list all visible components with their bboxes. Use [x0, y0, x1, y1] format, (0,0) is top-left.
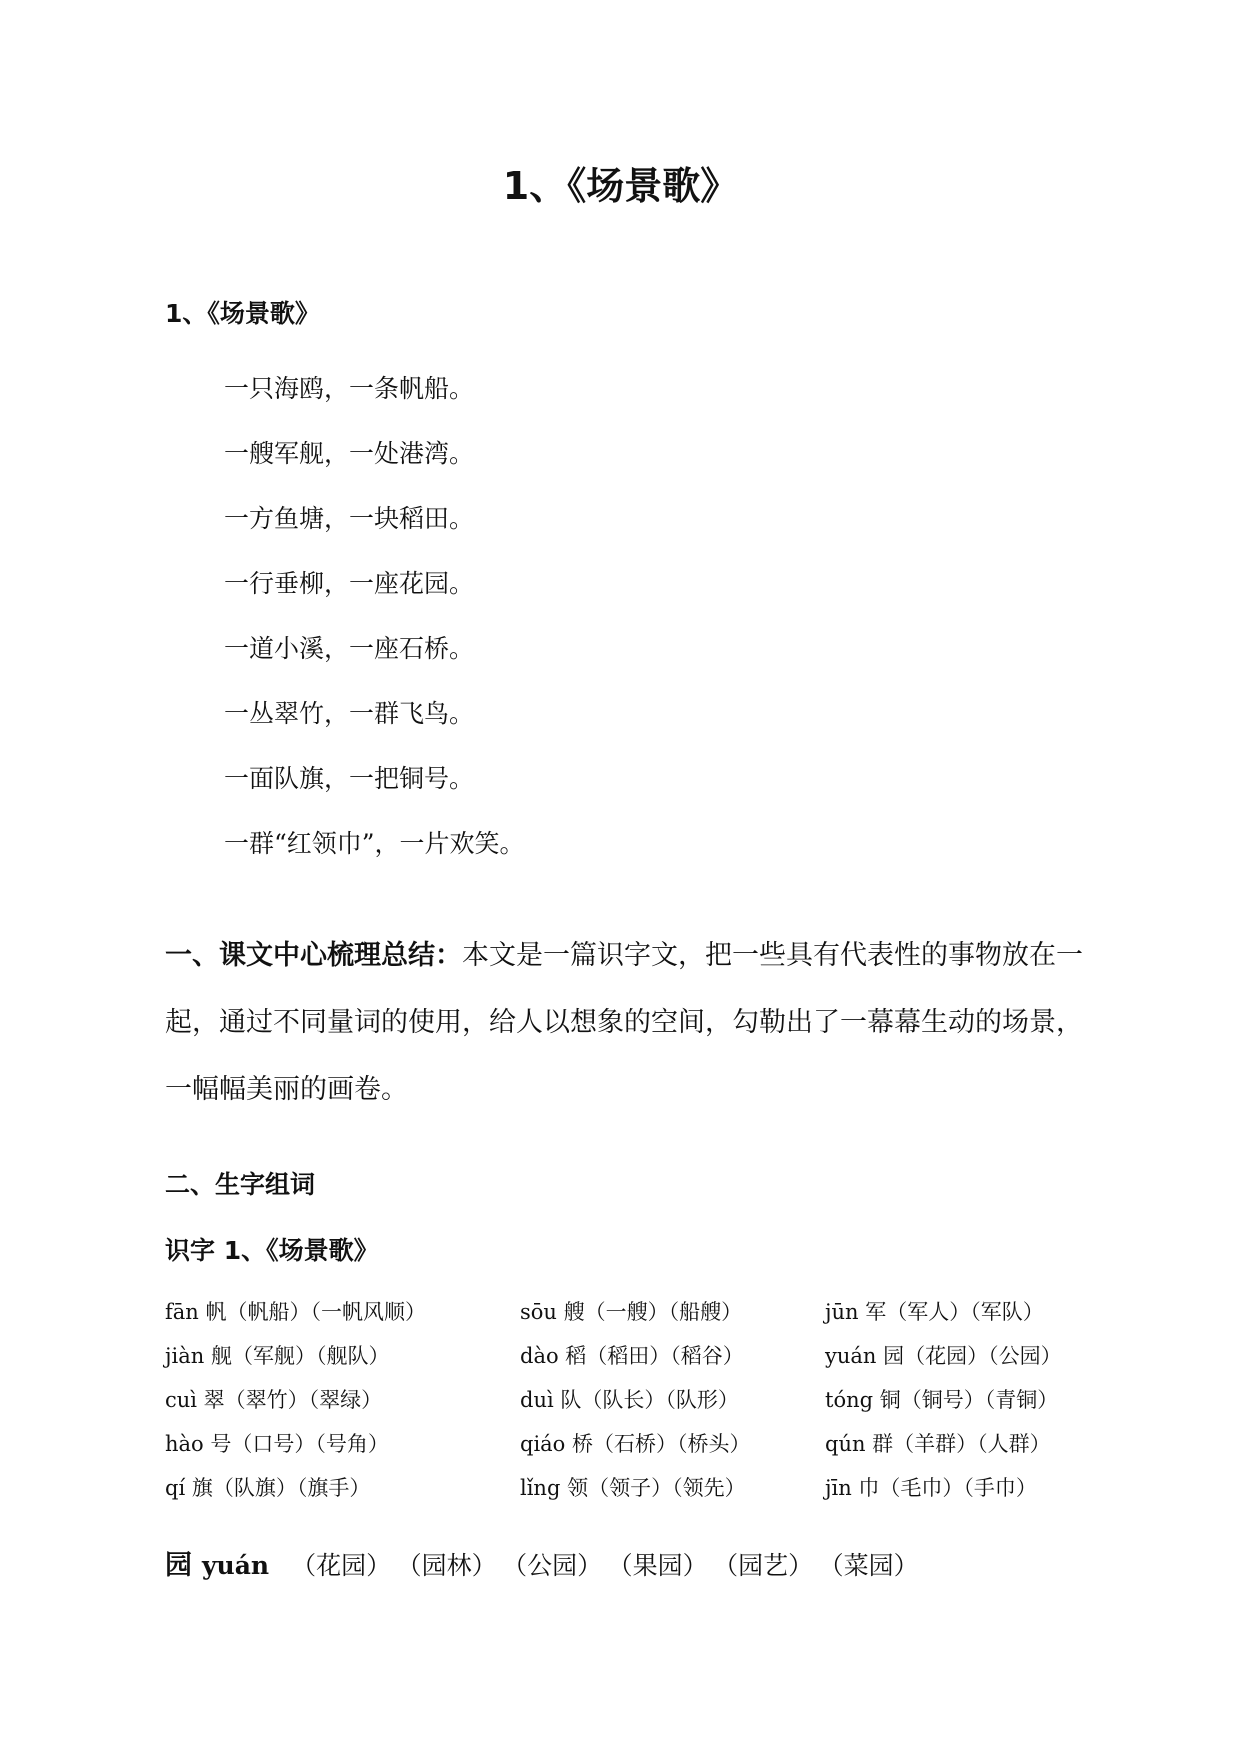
summary-text: 本文是一篇识字文，把一些具有代表性的事物放在一起，通过不同量词的使用，给人以想象的空间，勾勒出了一幕幕生动的场景，一幅幅美丽的画卷。 — [165, 940, 1083, 1105]
yuan-pinyin: yuán — [202, 1551, 270, 1580]
vocab-row — [165, 1422, 1110, 1466]
poem-text — [224, 356, 525, 876]
yuan-word: （果园） — [620, 1551, 708, 1580]
yuan-word: （菜园） — [831, 1551, 919, 1580]
poem-line: 一群“红领巾”，一片欢笑。 — [224, 829, 525, 858]
summary-lead: 一、课文中心梳理总结： — [165, 940, 462, 971]
vocab-row — [165, 1334, 1110, 1378]
poem-line: 一只海鸥，一条帆船。 — [224, 374, 475, 403]
poem-line: 一行垂柳，一座花园。 — [224, 569, 475, 598]
vocab-entry: jīn 巾（毛巾）（手巾） — [825, 1476, 1037, 1500]
vocab-table — [165, 1290, 1110, 1510]
vocab-entry: qún 群（羊群）（人群） — [825, 1432, 1051, 1456]
poem-heading: 1、《场景歌》 — [165, 299, 320, 328]
yuan-word: （园林） — [409, 1551, 497, 1580]
vocab-entry: jūn 军（军人）（军队） — [825, 1300, 1044, 1324]
lesson-subheading: 识字 1、《场景歌》 — [165, 1236, 379, 1265]
vocab-row — [165, 1290, 1110, 1334]
page-title: 1、《场景歌》 — [502, 164, 739, 208]
vocab-entry: hào 号（口号）（号角） — [165, 1432, 389, 1456]
vocab-entry: jiàn 舰（军舰）（舰队） — [165, 1344, 390, 1368]
yuan-character: 园 — [165, 1550, 192, 1581]
vocab-entry: tóng 铜（铜号）（青铜） — [825, 1388, 1059, 1412]
summary-paragraph — [165, 922, 1085, 1123]
poem-line: 一丛翠竹，一群飞鸟。 — [224, 699, 475, 728]
vocab-entry: duì 队（队长）（队形） — [520, 1388, 739, 1412]
poem-line: 一道小溪，一座石桥。 — [224, 634, 475, 663]
vocab-entry: yuán 园（花园）（公园） — [825, 1344, 1062, 1368]
vocab-entry: lǐng 领（领子）（领先） — [520, 1476, 746, 1500]
poem-line: 一方鱼塘，一块稻田。 — [224, 504, 475, 533]
vocab-entry: qiáo 桥（石桥）（桥头） — [520, 1432, 751, 1456]
poem-line: 一面队旗，一把铜号。 — [224, 764, 475, 793]
vocab-row — [165, 1466, 1110, 1510]
vocab-entry: dào 稻（稻田）（稻谷） — [520, 1344, 744, 1368]
yuan-word-list — [165, 1546, 937, 1586]
vocab-entry: cuì 翠（翠竹）（翠绿） — [165, 1388, 383, 1412]
vocab-entry: qí 旗（队旗）（旗手） — [165, 1476, 371, 1500]
vocab-entry: sōu 艘（一艘）（船艘） — [520, 1300, 743, 1324]
yuan-word: （花园） — [291, 1551, 392, 1580]
poem-line: 一艘军舰，一处港湾。 — [224, 439, 475, 468]
vocab-entry: fān 帆（帆船）（一帆风顺） — [165, 1300, 426, 1324]
vocab-row — [165, 1378, 1110, 1422]
yuan-word: （园艺） — [725, 1551, 814, 1580]
yuan-word: （公园） — [514, 1551, 603, 1580]
section-heading-vocab: 二、生字组词 — [165, 1170, 316, 1199]
